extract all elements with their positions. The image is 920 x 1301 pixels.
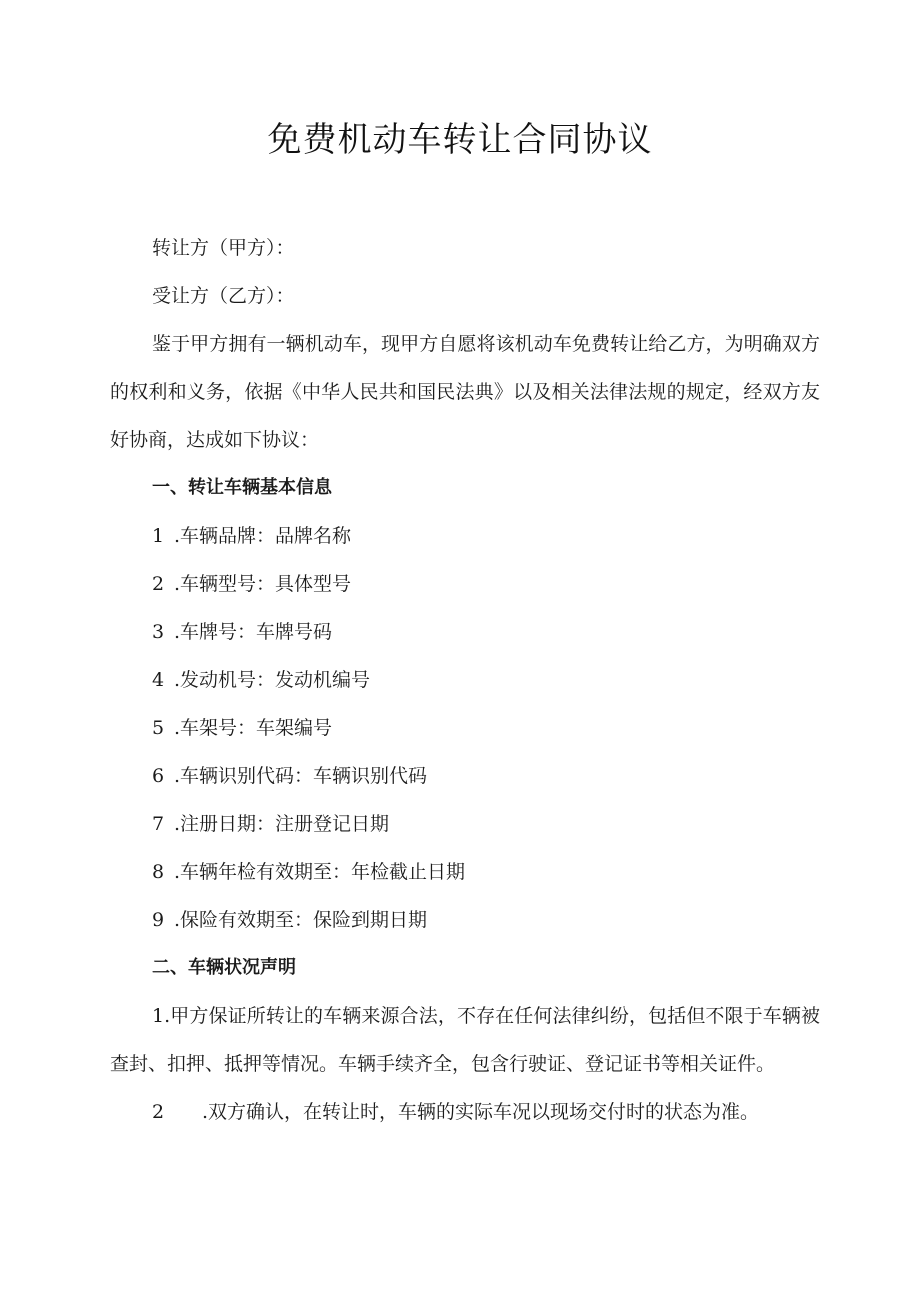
vehicle-info-item: 1 .车辆品牌：品牌名称 [152,525,352,547]
vehicle-info-item: 4 .发动机号：发动机编号 [152,669,371,691]
document-body [110,224,820,1136]
vehicle-info-item: 9 .保险有效期至：保险到期日期 [152,909,428,931]
vehicle-info-item: 8 .车辆年检有效期至：年检截止日期 [152,861,466,883]
preamble-paragraph: 鉴于甲方拥有一辆机动车，现甲方自愿将该机动车免费转让给乙方，为明确双方的权利和义务，依据《中华人民共和国民法典》以及相关法律法规的规定，经双方友好协商，达成如下协议： [110,333,820,451]
vehicle-info-item: 7 .注册日期：注册登记日期 [152,813,390,835]
condition-clause: 1.甲方保证所转让的车辆来源合法，不存在任何法律纠纷，包括但不限于车辆被查封、扣押、抵押等情况。车辆手续齐全，包含行驶证、登记证书等相关证件。 [110,1005,820,1075]
condition-clause: 2 .双方确认，在转让时，车辆的实际车况以现场交付时的状态为准。 [152,1101,760,1123]
vehicle-info-item: 2 .车辆型号：具体型号 [152,573,352,595]
transferee-label: 受让方（乙方）： [152,285,295,307]
section-1-heading: 一、转让车辆基本信息 [152,477,332,498]
document-title: 免费机动车转让合同协议 [267,120,653,160]
section-2-heading: 二、车辆状况声明 [152,957,296,978]
vehicle-info-item: 6 .车辆识别代码：车辆识别代码 [152,765,428,787]
vehicle-info-item: 5 .车架号：车架编号 [152,717,333,739]
transferor-label: 转让方（甲方）： [152,237,295,259]
vehicle-info-item: 3 .车牌号：车牌号码 [152,621,333,643]
